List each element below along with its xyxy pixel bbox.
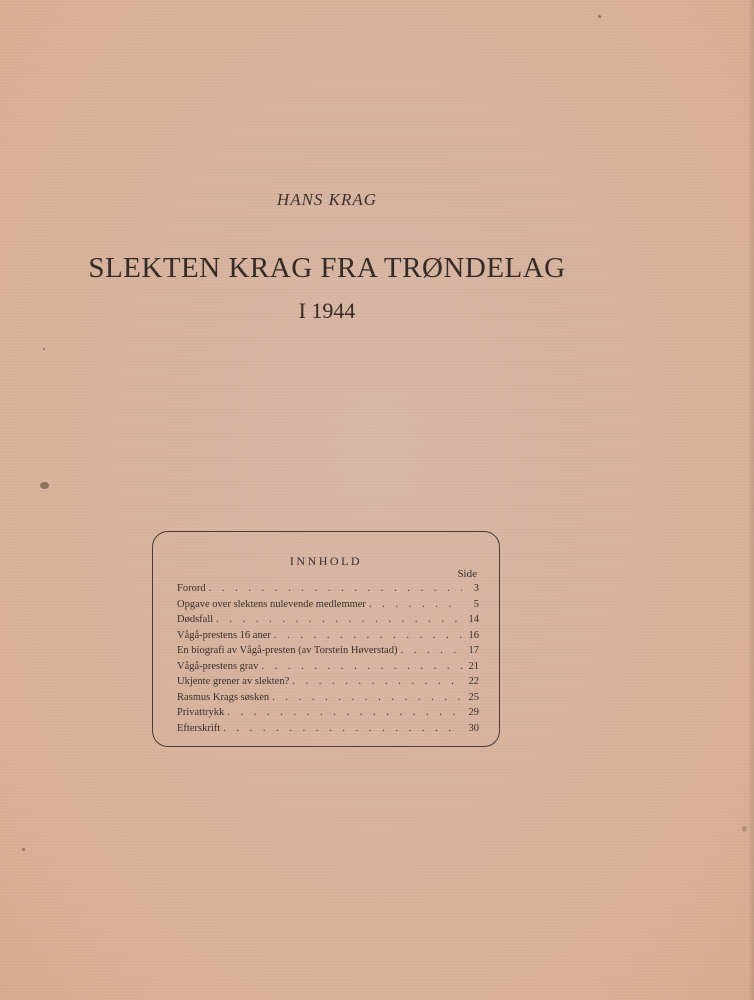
- toc-page-column-label: Side: [457, 568, 477, 580]
- toc-list: [177, 583, 479, 738]
- toc-entry-label: Efterskrift: [177, 722, 221, 734]
- toc-entry: [177, 723, 479, 739]
- paper-speck: [40, 482, 49, 489]
- toc-entry-page: 21: [468, 660, 479, 672]
- toc-entry-label: Opgave over slektens nulevende medlemmer: [177, 598, 366, 610]
- toc-dot-leader: [292, 676, 462, 687]
- toc-entry-label: Ukjente grener av slekten?: [177, 676, 290, 687]
- toc-entry: [177, 707, 479, 723]
- toc-entry-label: En biografi av Vågå-presten (av Torstein Høverstad): [177, 645, 398, 656]
- toc-heading: INNHOLD: [289, 554, 363, 568]
- toc-dot-leader: [209, 583, 462, 594]
- toc-entry: [177, 661, 479, 677]
- toc-entry: [177, 614, 479, 630]
- toc-entry: [177, 599, 479, 615]
- toc-entry-label: Forord: [177, 583, 206, 594]
- toc-entry-page: 14: [468, 614, 479, 625]
- page-edge-shadow: [748, 0, 754, 1000]
- toc-entry-page: 22: [468, 676, 479, 687]
- book-year: I 1944: [298, 298, 356, 323]
- toc-dot-leader: [227, 707, 462, 718]
- toc-dot-leader: [400, 645, 462, 656]
- toc-dot-leader: [369, 599, 462, 610]
- toc-dot-leader: [274, 630, 462, 641]
- table-of-contents: [152, 531, 500, 747]
- author-name: HANS KRAG: [276, 190, 378, 209]
- toc-dot-leader: [261, 661, 462, 672]
- toc-entry-page: 5: [473, 598, 479, 610]
- toc-dot-leader: [223, 723, 462, 734]
- toc-entry-label: Dødsfall: [177, 614, 214, 625]
- toc-entry-page: 30: [468, 722, 479, 734]
- toc-dot-leader: [272, 692, 462, 703]
- toc-entry-label: Vågå-prestens 16 aner: [177, 629, 271, 641]
- toc-entry: [177, 630, 479, 646]
- toc-entry: [177, 676, 479, 692]
- toc-entry: [177, 645, 479, 661]
- paper-speck: [22, 848, 25, 851]
- paper-speck: [598, 15, 601, 18]
- toc-entry: [177, 692, 479, 708]
- toc-dot-leader: [216, 614, 462, 625]
- toc-entry-page: 3: [473, 583, 479, 594]
- toc-entry-label: Vågå-prestens grav: [177, 660, 259, 672]
- paper-speck: [43, 348, 45, 350]
- toc-entry-page: 25: [468, 691, 479, 703]
- toc-entry-label: Privattrykk: [177, 707, 225, 718]
- toc-entry: [177, 583, 479, 599]
- paper-speck: [742, 826, 747, 832]
- toc-entry-page: 29: [468, 707, 479, 718]
- toc-entry-page: 17: [468, 645, 479, 656]
- toc-entry-page: 16: [468, 629, 479, 641]
- toc-entry-label: Rasmus Krags søsken: [177, 691, 270, 703]
- book-title: SLEKTEN KRAG FRA TRØNDELAG: [88, 252, 566, 284]
